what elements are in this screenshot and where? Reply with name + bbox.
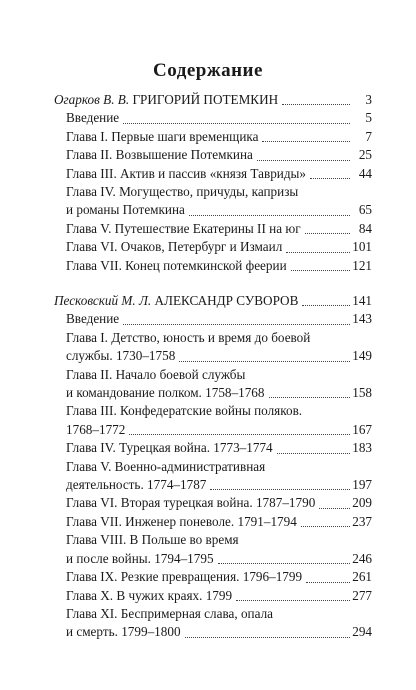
toc-entry-text: Глава III. Актив и пассив «князя Тавриды» xyxy=(66,165,307,181)
dot-leader xyxy=(301,525,350,527)
dot-leader xyxy=(306,581,350,583)
toc-entry-text: Введение xyxy=(66,311,120,327)
dot-leader xyxy=(123,122,350,124)
toc-entry xyxy=(54,494,372,512)
toc-entry xyxy=(54,402,372,439)
toc-entry-text: Введение xyxy=(66,110,120,126)
toc-entry xyxy=(54,513,372,531)
toc-entry xyxy=(54,165,372,183)
toc-entry-last-line xyxy=(54,513,372,531)
page-number: 294 xyxy=(352,624,372,640)
toc-entry xyxy=(54,587,372,605)
dot-leader xyxy=(129,433,350,435)
toc-entry-last-line xyxy=(54,238,372,256)
page-number: 143 xyxy=(352,311,372,327)
toc-entry-last-line xyxy=(54,623,372,641)
toc-entry-text: Глава IX. Резкие превращения. 1796–1799 xyxy=(66,569,303,585)
toc-entry-text: и смерть. 1799–1800 xyxy=(66,624,181,640)
dot-leader xyxy=(286,251,350,253)
toc-entry-text: Глава I. Первые шаги временщика xyxy=(66,128,259,144)
dot-leader xyxy=(210,488,350,490)
toc-section xyxy=(54,91,372,275)
toc-entry-text: Глава IV. Турецкая война. 1773–1774 xyxy=(66,440,273,456)
page-number: 101 xyxy=(352,239,372,255)
dot-leader xyxy=(179,360,350,362)
dot-leader xyxy=(262,140,350,142)
dot-leader xyxy=(282,103,350,105)
toc-entry xyxy=(54,366,372,403)
page-number: 158 xyxy=(352,385,372,401)
toc-work-heading xyxy=(54,292,298,310)
toc-entry-line: Глава XI. Беспримерная слава, опала xyxy=(66,605,274,621)
dot-leader xyxy=(185,636,350,638)
toc-entry-text: Глава VII. Конец потемкинской феерии xyxy=(66,257,287,273)
toc-entry-text: и командование полком. 1758–1768 xyxy=(66,385,265,401)
toc-section xyxy=(54,292,372,642)
toc-entry-text: Глава VI. Очаков, Петербург и Измаил xyxy=(66,239,283,255)
dot-leader xyxy=(269,396,351,398)
toc-entry-last-line xyxy=(54,550,372,568)
toc-entry xyxy=(54,605,372,642)
toc-entry xyxy=(54,183,372,220)
dot-leader xyxy=(236,599,350,601)
toc-entry xyxy=(54,146,372,164)
toc-entry xyxy=(54,568,372,586)
dot-leader xyxy=(310,177,350,179)
toc-entry xyxy=(54,329,372,366)
toc-entry-text: деятельность. 1774–1787 xyxy=(66,477,207,493)
toc-entry-text: службы. 1730–1758 xyxy=(66,348,176,364)
toc-entry-last-line xyxy=(54,146,372,164)
page-number: 3 xyxy=(365,92,372,107)
author-name: Огарков В. В. xyxy=(54,92,130,107)
page-number: 277 xyxy=(352,587,372,603)
toc-entry-line: Глава V. Военно-административная xyxy=(66,458,266,474)
page-number: 7 xyxy=(365,128,372,144)
dot-leader xyxy=(257,159,350,161)
dot-leader xyxy=(277,452,350,454)
toc-entry xyxy=(54,310,372,328)
toc-entry-last-line xyxy=(54,165,372,183)
toc-entry-last-line xyxy=(54,109,372,127)
toc-entry-last-line xyxy=(54,384,372,402)
toc-entry-text: 1768–1772 xyxy=(66,421,126,437)
toc-work-heading xyxy=(54,91,278,109)
toc-entry xyxy=(54,458,372,495)
dot-leader xyxy=(319,507,350,509)
toc-title: Содержание xyxy=(153,60,263,81)
page-number: 141 xyxy=(352,293,372,308)
toc-entry xyxy=(54,109,372,127)
toc-entry-last-line xyxy=(54,476,372,494)
toc-entry-text: Глава VI. Вторая турецкая война. 1787–1790 xyxy=(66,495,316,511)
toc-entry-last-line xyxy=(54,439,372,457)
toc-entry xyxy=(54,439,372,457)
work-title: ГРИГОРИЙ ПОТЕМКИН xyxy=(132,92,279,107)
toc-entry-text: Глава VII. Инженер поневоле. 1791–1794 xyxy=(66,513,297,529)
dot-leader xyxy=(291,269,350,271)
page-number: 237 xyxy=(352,513,372,529)
toc-entry-line: Глава VIII. В Польше во время xyxy=(66,532,239,548)
toc-entry-line: Глава I. Детство, юность и время до боевой xyxy=(66,329,311,345)
toc-entry-last-line xyxy=(54,587,372,605)
toc-entry xyxy=(54,257,372,275)
toc-entry-text: и романы Потемкина xyxy=(66,202,185,218)
toc-entry-text: и после войны. 1794–1795 xyxy=(66,550,214,566)
dot-leader xyxy=(189,214,350,216)
page-number: 5 xyxy=(365,110,372,126)
toc-entry-last-line xyxy=(54,421,372,439)
toc-entry xyxy=(54,128,372,146)
toc-entry-line: Глава IV. Могущество, причуды, капризы xyxy=(66,184,299,200)
toc-entry-last-line xyxy=(54,201,372,219)
page-number: 183 xyxy=(352,440,372,456)
toc-entry-last-line xyxy=(54,310,372,328)
page-number: 25 xyxy=(358,147,372,163)
dot-leader xyxy=(123,323,350,325)
page-number: 246 xyxy=(352,550,372,566)
toc-entry-text: Глава X. В чужих краях. 1799 xyxy=(66,587,233,603)
toc-entry-last-line xyxy=(54,257,372,275)
toc-entry-line: Глава II. Начало боевой службы xyxy=(66,366,246,382)
toc-entry-last-line xyxy=(54,494,372,512)
toc-entry-last-line xyxy=(54,128,372,146)
page-number: 167 xyxy=(352,421,372,437)
toc-entry xyxy=(54,238,372,256)
work-title: АЛЕКСАНДР СУВОРОВ xyxy=(154,293,299,308)
toc-entry-last-line xyxy=(54,347,372,365)
dot-leader xyxy=(218,562,350,564)
toc-entry-text: Глава II. Возвышение Потемкина xyxy=(66,147,253,163)
page-number: 84 xyxy=(358,220,372,236)
toc-entry xyxy=(54,531,372,568)
toc-entry-text: Глава V. Путешествие Екатерины II на юг xyxy=(66,220,301,236)
page-number: 209 xyxy=(352,495,372,511)
author-name: Песковский М. Л. xyxy=(54,293,152,308)
toc-entry-last-line xyxy=(54,568,372,586)
toc-work-entry xyxy=(54,91,372,109)
page-number: 149 xyxy=(352,348,372,364)
toc-entry-last-line xyxy=(54,220,372,238)
dot-leader xyxy=(305,232,350,234)
toc-entry xyxy=(54,220,372,238)
page-number: 197 xyxy=(352,477,372,493)
page-number: 261 xyxy=(352,569,372,585)
page-number: 121 xyxy=(352,257,372,273)
dot-leader xyxy=(302,304,350,306)
page-number: 44 xyxy=(358,165,372,181)
page-number: 65 xyxy=(358,202,372,218)
toc-entry-line: Глава III. Конфедератские войны поляков. xyxy=(66,403,303,419)
toc-work-entry xyxy=(54,292,372,310)
